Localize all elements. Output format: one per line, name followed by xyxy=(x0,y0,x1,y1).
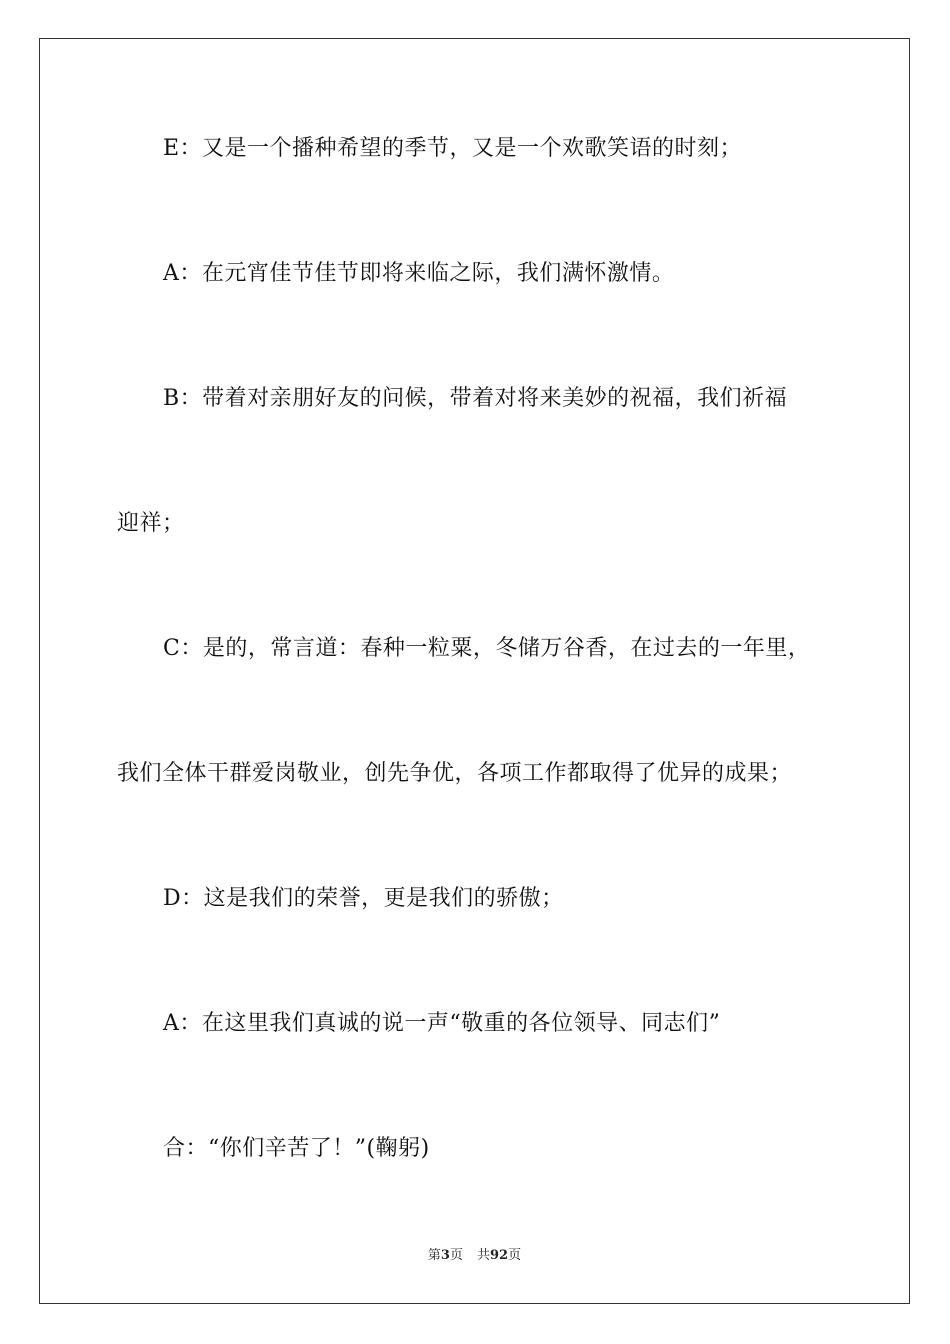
total-suffix: 页 xyxy=(508,1248,522,1263)
page-number: 3 xyxy=(440,1248,450,1263)
total-prefix: 共 xyxy=(476,1248,490,1263)
script-line: A：在这里我们真诚的说一声“敬重的各位领导、同志们” xyxy=(163,1011,721,1036)
script-line: A：在元宵佳节佳节即将来临之际，我们满怀激情。 xyxy=(163,261,675,286)
script-line: B：带着对亲朋好友的问候，带着对将来美妙的祝福，我们祈福 xyxy=(163,386,788,411)
script-line-continuation: 我们全体干群爱岗敬业，创先争优，各项工作都取得了优异的成果； xyxy=(117,761,793,786)
script-line: C：是的，常言道：春种一粒粟，冬储万谷香，在过去的一年里， xyxy=(163,636,811,661)
total-pages: 92 xyxy=(489,1248,509,1263)
page-footer xyxy=(40,1248,909,1264)
page-frame xyxy=(39,38,910,1304)
script-line: E：又是一个播种希望的季节，又是一个欢歌笑语的时刻； xyxy=(163,136,743,161)
script-line-continuation: 迎祥； xyxy=(117,511,185,536)
script-line: 合：“你们辛苦了！”(鞠躬) xyxy=(163,1136,430,1161)
page-prefix: 第 xyxy=(427,1248,441,1263)
script-line: D：这是我们的荣誉，更是我们的骄傲； xyxy=(163,886,564,911)
page-suffix: 页 xyxy=(449,1248,463,1263)
